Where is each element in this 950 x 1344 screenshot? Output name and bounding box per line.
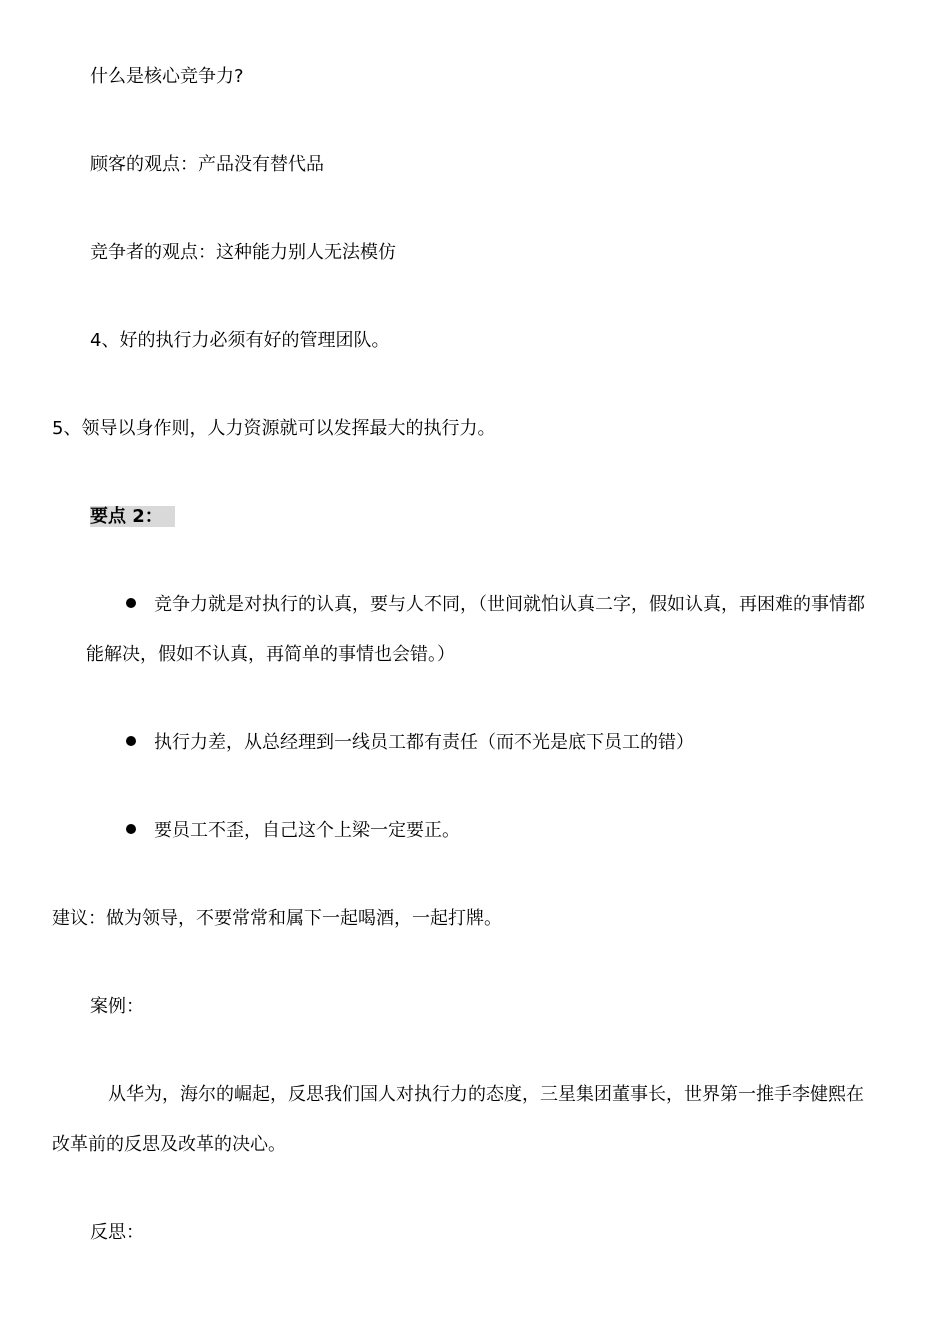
case-paragraph-line-1: 从华为，海尔的崛起，反思我们国人对执行力的态度，三星集团董事长，世界第一推手李健熙在 xyxy=(108,1084,864,1105)
point-4: 4、好的执行力必须有好的管理团队。 xyxy=(90,330,390,351)
case-paragraph-line-2: 改革前的反思及改革的决心。 xyxy=(52,1134,286,1155)
bullet-dot-icon xyxy=(126,736,136,746)
reflection-label: 反思： xyxy=(90,1222,144,1243)
bullet-item-1-continuation: 能解决，假如不认真，再简单的事情也会错。） xyxy=(86,644,455,665)
bullet-item-2-text: 执行力差，从总经理到一线员工都有责任（而不光是底下员工的错） xyxy=(154,732,694,753)
point-5: 5、领导以身作则，人力资源就可以发挥最大的执行力。 xyxy=(52,418,496,439)
key-point-2-label: 要点 2： xyxy=(90,506,175,527)
bullet-item-3-text: 要员工不歪，自己这个上梁一定要正。 xyxy=(154,820,460,841)
question-core-competitiveness: 什么是核心竞争力? xyxy=(90,66,244,87)
advice-line: 建议：做为领导，不要常常和属下一起喝酒，一起打牌。 xyxy=(52,908,502,929)
bullet-item-1-text: 竞争力就是对执行的认真，要与人不同，（世间就怕认真二字，假如认真，再困难的事情都 xyxy=(154,594,865,615)
bullet-item-3 xyxy=(126,818,460,844)
bullet-item-1 xyxy=(126,592,865,618)
key-point-2-heading xyxy=(90,504,175,530)
bullet-dot-icon xyxy=(126,598,136,608)
bullet-item-2 xyxy=(126,730,694,756)
case-label: 案例： xyxy=(90,996,144,1017)
customer-viewpoint: 顾客的观点：产品没有替代品 xyxy=(90,154,324,175)
competitor-viewpoint: 竞争者的观点：这种能力别人无法模仿 xyxy=(90,242,396,263)
bullet-dot-icon xyxy=(126,824,136,834)
